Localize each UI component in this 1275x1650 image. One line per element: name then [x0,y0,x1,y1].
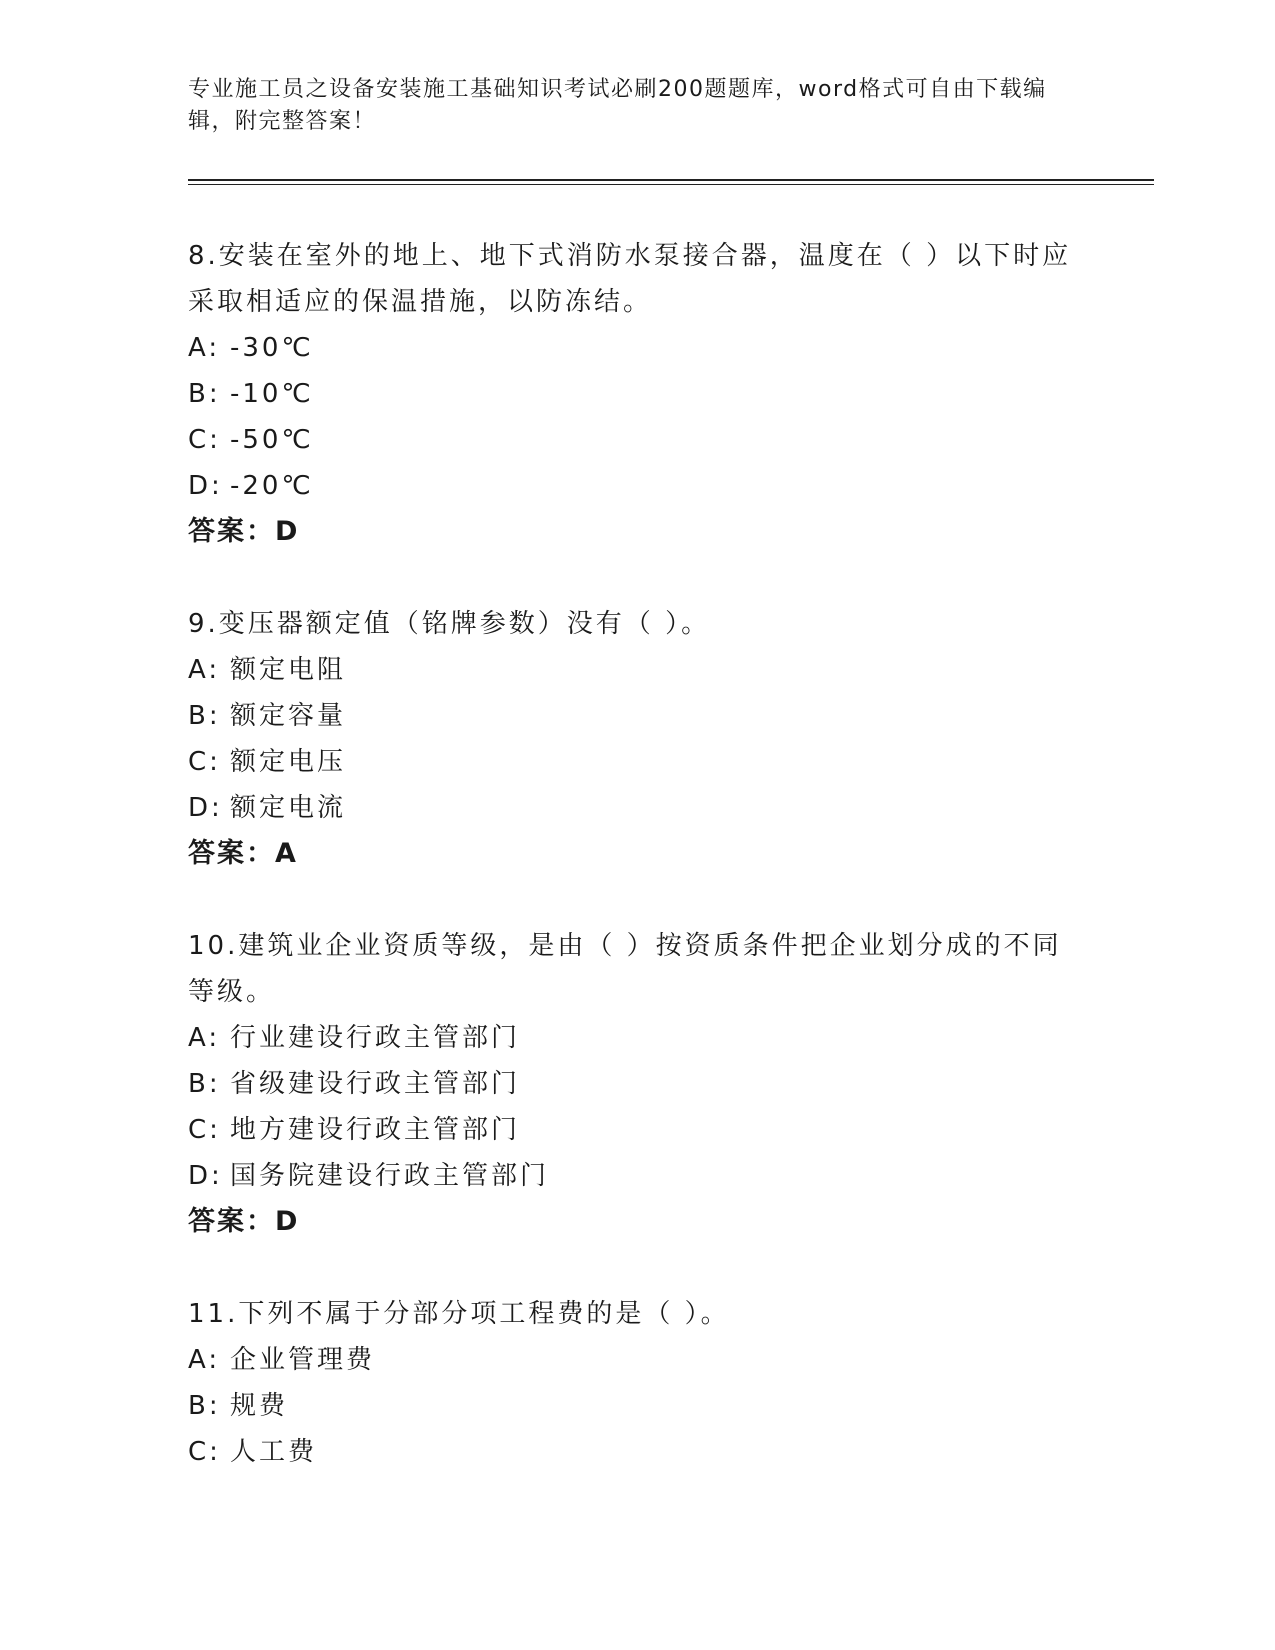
option-letter: C: [188,747,221,777]
option-text: 人工费 [230,1437,318,1467]
option-a [188,1015,1088,1061]
option-d [188,463,1088,509]
option-letter: B: [188,1069,221,1099]
option-a [188,1337,1088,1383]
document-header: 专业施工员之设备安装施工基础知识考试必刷200题题库，word格式可自由下载编辑，附完整答案！ [188,77,1047,134]
answer-line: 答案：D [188,516,300,547]
question-stem: 9.变压器额定值（铭牌参数）没有（ ）。 [188,609,711,639]
question-11 [188,1291,1088,1475]
option-text: 额定电阻 [230,655,347,685]
option-b [188,693,1088,739]
option-letter: C: [188,1437,221,1467]
option-text: 额定电流 [230,793,347,823]
option-a [188,325,1088,371]
option-d [188,1153,1088,1199]
question-stem: 8.安装在室外的地上、地下式消防水泵接合器，温度在（ ）以下时应采取相适应的保温措施，以防冻结。 [188,241,1072,317]
option-letter: C: [188,425,221,455]
question-8 [188,233,1088,555]
option-letter: D: [188,793,223,823]
answer-line: 答案：A [188,838,298,869]
option-letter: A: [188,1023,221,1053]
option-letter: B: [188,701,221,731]
question-stem: 11.下列不属于分部分项工程费的是（ ）。 [188,1299,730,1329]
option-letter: A: [188,1345,221,1375]
question-stem: 10.建筑业企业资质等级，是由（ ）按资质条件把企业划分成的不同等级。 [188,931,1062,1007]
option-text: 行业建设行政主管部门 [230,1023,521,1053]
option-letter: D: [188,1161,223,1191]
option-letter: B: [188,1391,221,1421]
answer-line: 答案：D [188,1206,300,1237]
option-letter: B: [188,379,221,409]
option-c [188,1107,1088,1153]
option-text: -10℃ [230,379,314,409]
option-b [188,1061,1088,1107]
option-text: 额定容量 [230,701,347,731]
header-divider-thin [188,184,1154,185]
option-b [188,1383,1088,1429]
option-c [188,739,1088,785]
option-text: 地方建设行政主管部门 [230,1115,521,1145]
option-d [188,785,1088,831]
option-text: 省级建设行政主管部门 [230,1069,521,1099]
option-b [188,371,1088,417]
question-10 [188,923,1088,1245]
header-divider-thick [188,179,1154,181]
option-text: 企业管理费 [230,1345,376,1375]
question-9 [188,601,1088,877]
option-text: -50℃ [230,425,314,455]
option-a [188,647,1088,693]
option-letter: C: [188,1115,221,1145]
option-text: 额定电压 [230,747,347,777]
option-text: 国务院建设行政主管部门 [230,1161,550,1191]
option-text: -20℃ [230,471,314,501]
option-letter: A: [188,333,221,363]
option-text: 规费 [230,1391,289,1421]
option-letter: D: [188,471,223,501]
option-text: -30℃ [230,333,314,363]
option-c [188,417,1088,463]
question-list [188,233,1088,1521]
option-c [188,1429,1088,1475]
option-letter: A: [188,655,221,685]
